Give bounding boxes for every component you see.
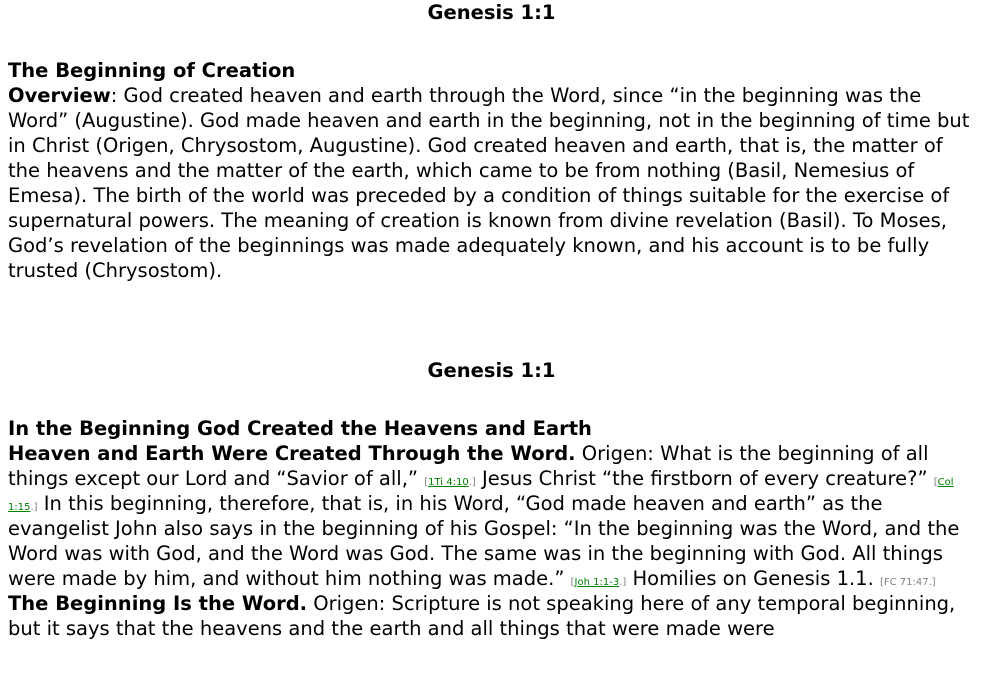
commentary-section [8,358,975,641]
section-heading: In the Beginning God Created the Heavens and Earth [8,417,592,440]
paragraph-text: Origen: Scripture is not speaking here of any temporal beginning, but it says that the heavens and the earth and all things that were made were [8,592,956,640]
overview-text: God created heaven and earth through the Word, since “in the beginning was the Word” (Augustine). God made heaven and earth in the beginning, not in the beginning of time but in Christ (Origen, Chrysostom, Augustine). God created heaven and earth, that is, the matter of the heavens and the matter of the earth, which came to be from nothing (Basil, Nemesius of Emesa). The birth of the world was preceded by a condition of things suitable for the exercise of supernatural powers. The meaning of creation is known from divine revelation (Basil). To Moses, God’s revelation of the beginnings was made adequately known, and his account is to be fully trusted (Chrysostom). [8,84,970,282]
paragraph-text: In this beginning, therefore, that is, in his Word, “God made heaven and earth” as the evangelist John also says in the beginning of his Gospel: “In the beginning was the Word, and the Word was with God, and the Word was God. The same was in the beginning with God. All things were made by him, and without him nothing was made.” [8,492,960,590]
verse-title: Genesis 1:1 [427,1,556,24]
overview-separator: : [110,84,124,107]
paragraph-text: Homilies on Genesis 1.1. [626,567,880,590]
paragraph-lead: Heaven and Earth Were Created Through the Word. [8,442,576,465]
verse-title: Genesis 1:1 [427,359,556,382]
scripture-link-1ti-4-10[interactable]: 1Ti 4:10 [428,477,469,488]
scripture-link-joh-1-1-3[interactable]: Joh 1:1-3 [574,577,620,588]
scripture-reference: [1Ti 4:10.] [424,477,476,488]
scripture-reference: [Col 1:15.] [8,477,954,513]
scripture-link-col-1-15[interactable]: Col 1:15 [8,477,954,513]
commentary-paragraph [8,441,975,591]
overview-label: Overview [8,84,111,107]
overview-paragraph [8,83,975,283]
source-citation: [FC 71:47.] [879,577,936,588]
paragraph-text: Jesus Christ “the firstborn of every creature?” [475,467,934,490]
section-heading: The Beginning of Creation [8,59,296,82]
overview-section [8,0,975,283]
commentary-paragraph [8,591,975,641]
paragraph-text: Origen: What is the beginning of all things except our Lord and “Savior of all,” [8,442,929,490]
scripture-reference: [Joh 1:1-3.] [570,577,627,588]
paragraph-lead: The Beginning Is the Word. [8,592,308,615]
